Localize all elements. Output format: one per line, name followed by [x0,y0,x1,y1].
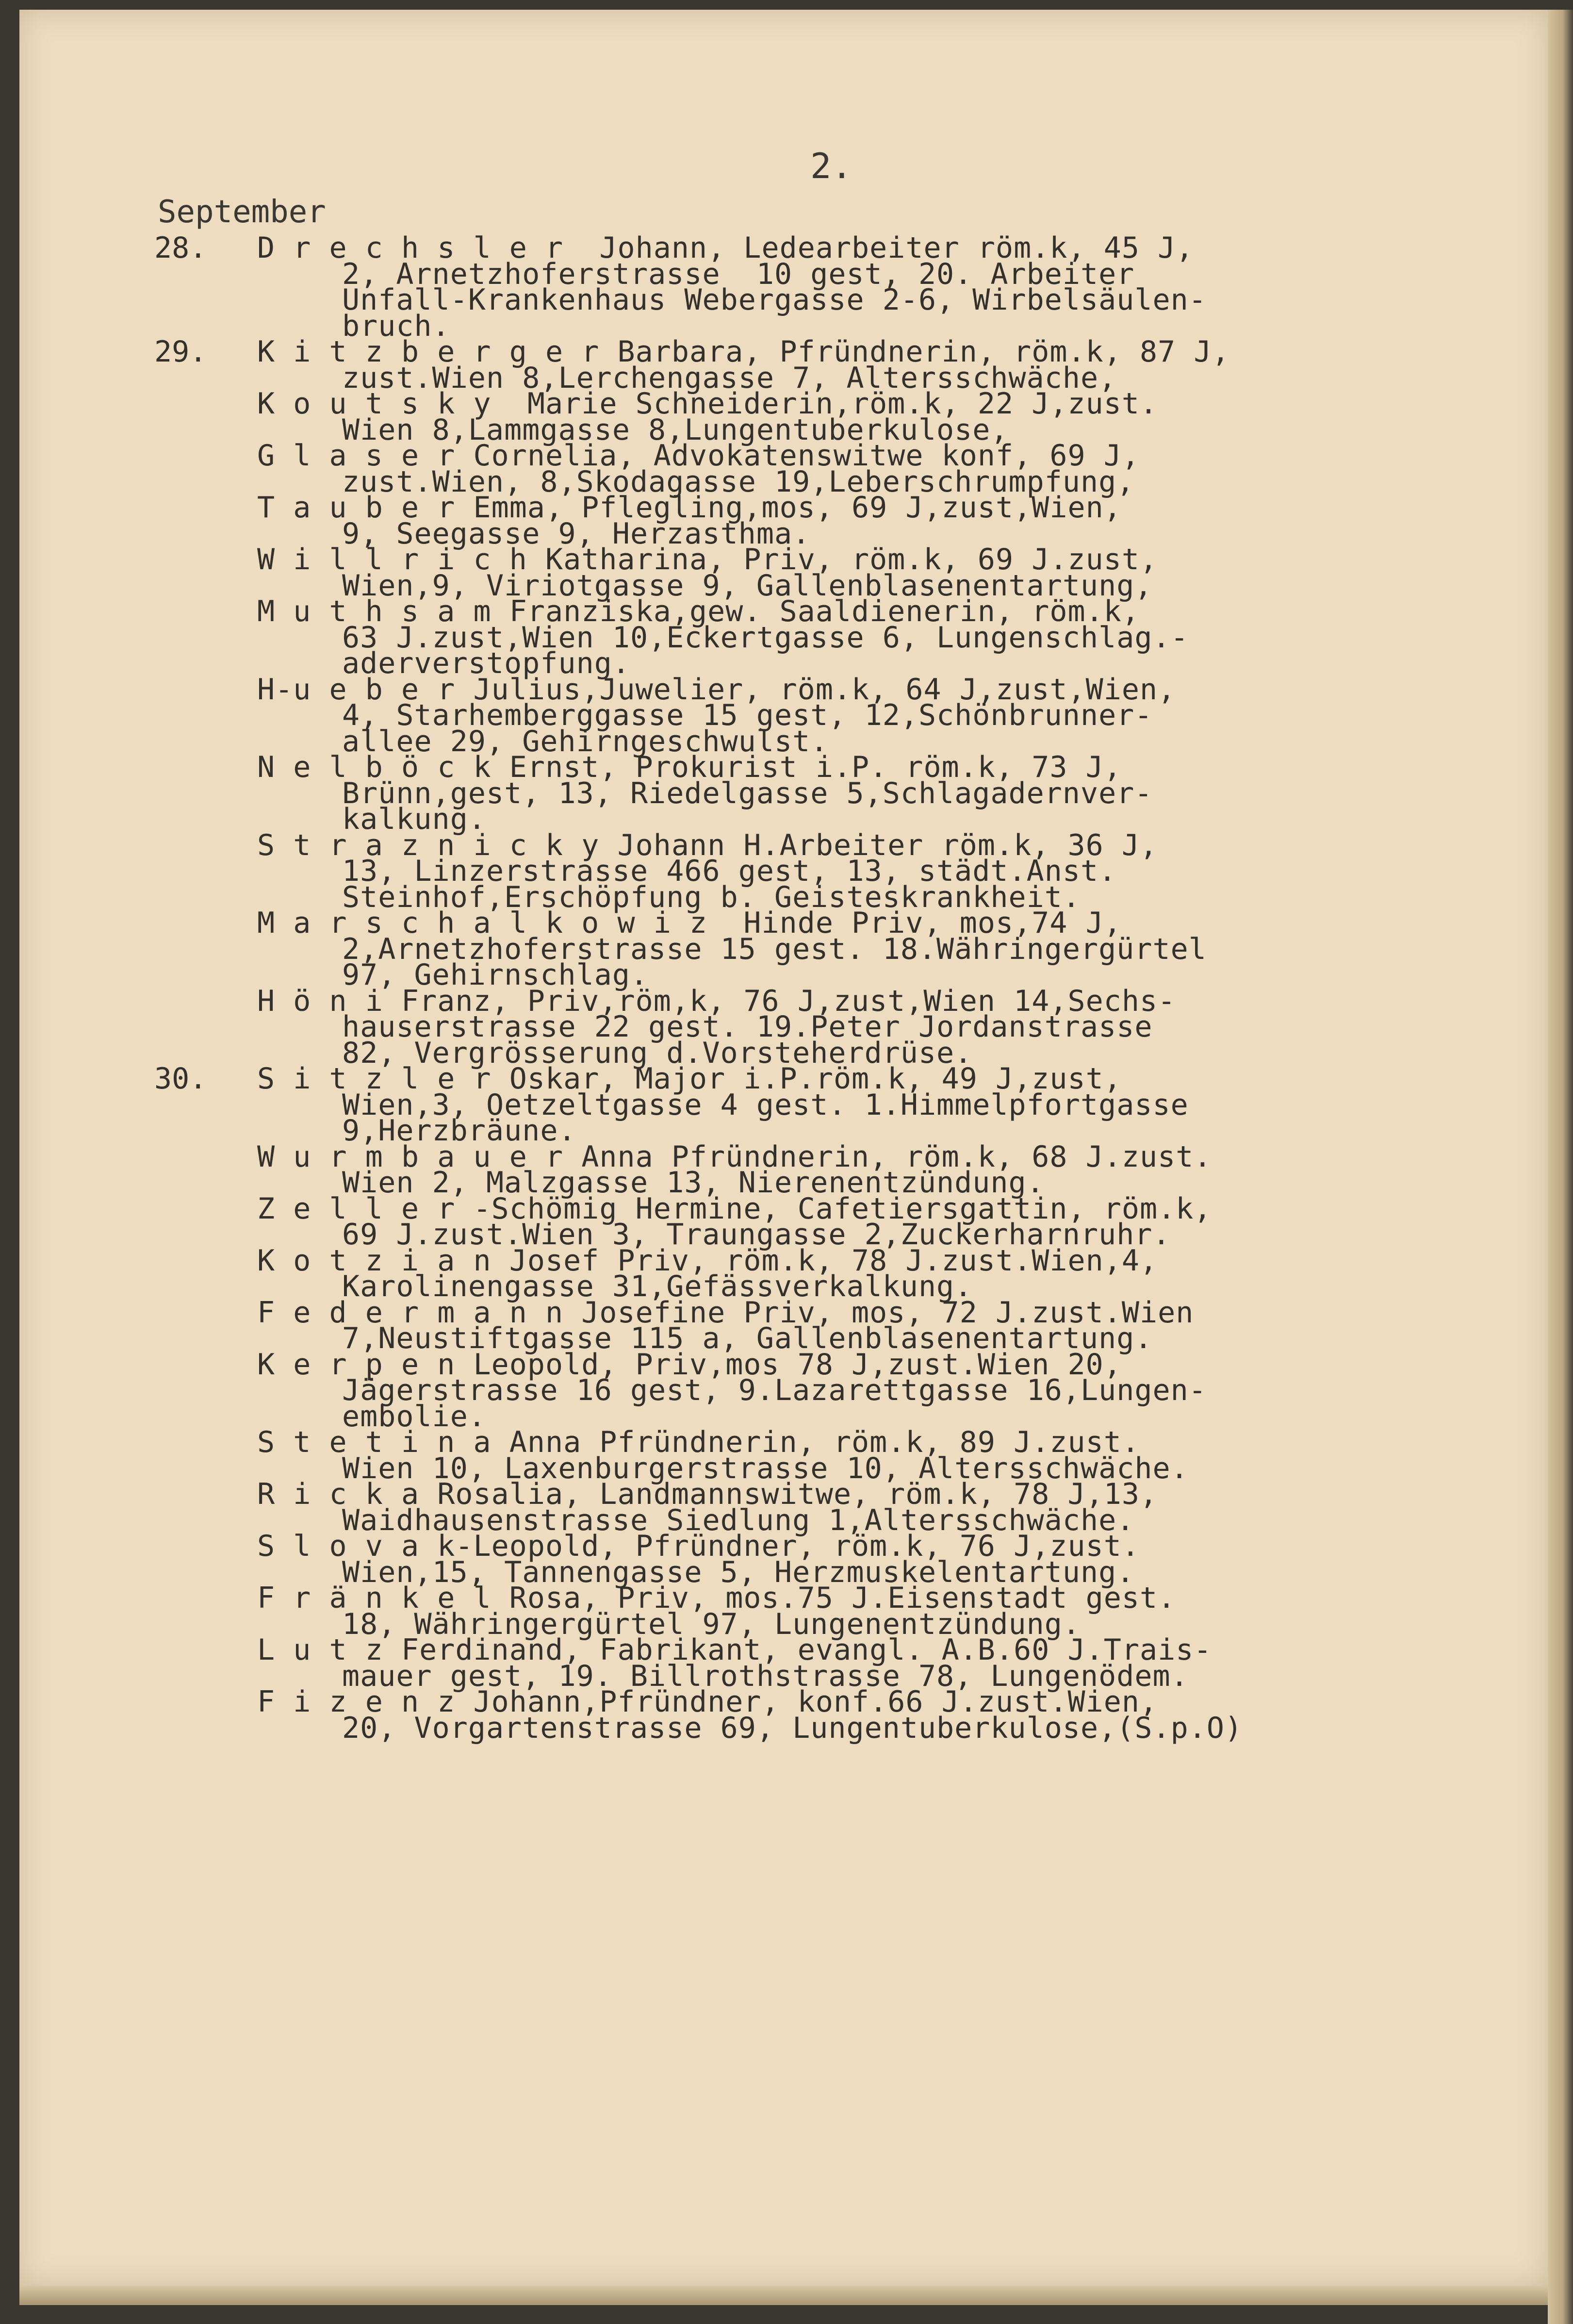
entry-name-line: G l a s e r Cornelia, Advokatenswitwe konf, 69 J, [257,439,1140,473]
entry-continuation-line: 82, Vergrösserung d.Vorsteherdrüse. [342,1036,973,1070]
entry-continuation-line: Wien 2, Malzgasse 13, Nierenentzündung. [342,1166,1045,1200]
entry-name-line: H-u e b e r Julius,Juwelier, röm.k, 64 J,zust,Wien, [257,672,1176,707]
entry-name-line: S i t z l e r Oskar, Major i.P.röm.k, 49 J,zust, [257,1062,1122,1096]
entry-continuation-line: zust.Wien, 8,Skodagasse 19,Leberschrumpfung, [342,464,1135,499]
entry-day: 29. [154,335,207,369]
entry-continuation-line: 69 J.zust.Wien 3, Traungasse 2,Zuckerharnruhr. [342,1218,1171,1252]
entry-continuation-line: mauer gest, 19. Billrothstrasse 78, Lungenödem. [342,1659,1189,1693]
entry-name-line: N e l b ö c k Ernst, Prokurist i.P. röm.k, 73 J, [257,750,1122,784]
entry-name-line: L u t z Ferdinand, Fabrikant, evangl. A.B.60 J.Trais- [257,1633,1212,1667]
entry-name-line: K i t z b e r g e r Barbara, Pfründnerin, röm.k, 87 J, [257,335,1230,369]
entry-continuation-line: Wien 10, Laxenburgerstrasse 10, Altersschwäche. [342,1451,1189,1485]
entry-continuation-line: 9, Seegasse 9, Herzasthma. [342,516,811,551]
entry-name-line: M a r s c h a l k o w i z Hinde Priv, mos,74 J, [257,906,1122,940]
entry-continuation-line: 18, Währingergürtel 97, Lungenentzündung. [342,1607,1081,1641]
entry-continuation-line: embolie. [342,1399,486,1434]
entry-continuation-line: 2, Arnetzhoferstrasse 10 gest, 20. Arbeiter [342,257,1135,291]
entry-continuation-line: Unfall-Krankenhaus Webergasse 2-6, Wirbelsäulen- [342,283,1207,317]
entry-day: 30. [154,1062,207,1096]
entry-continuation-line: Wien,9, Viriotgasse 9, Gallenblasenentartung, [342,568,1153,603]
entry-name-line: R i c k a Rosalia, Landmannswitwe, röm.k, 78 J,13, [257,1477,1158,1511]
entry-name-line: D r e c h s l e r Johann, Ledearbeiter röm.k, 45 J, [257,231,1194,265]
entry-name-line: H ö n i Franz, Priv,röm,k, 76 J,zust,Wien 14,Sechs- [257,984,1176,1018]
entry-name-line: K o u t s k y Marie Schneiderin,röm.k, 22 J,zust. [257,387,1158,421]
entry-continuation-line: Karolinengasse 31,Gefässverkalkung. [342,1269,973,1303]
entry-continuation-line: 4, Starhemberggasse 15 gest, 12,Schönbrunner- [342,698,1153,732]
entry-continuation-line: zust.Wien 8,Lerchengasse 7, Altersschwäche, [342,361,1117,395]
entry-continuation-line: 9,Herzbräune. [342,1114,576,1148]
entry-continuation-line: Wien 8,Lammgasse 8,Lungentuberkulose, [342,412,1009,447]
entry-name-line: F i z e n z Johann,Pfründner, konf.66 J.zust.Wien, [257,1685,1158,1719]
entry-continuation-line: Brünn,gest, 13, Riedelgasse 5,Schlagadernver- [342,776,1153,810]
entry-continuation-line: hauserstrasse 22 gest. 19.Peter Jordanstrasse [342,1010,1153,1044]
entry-name-line: W i l l r i c h Katharina, Priv, röm.k, 69 J.zust, [257,543,1158,577]
entry-continuation-line: kalkung. [342,802,486,836]
entry-name-line: S t e t i n a Anna Pfründnerin, röm.k, 89 J.zust. [257,1425,1140,1459]
entry-continuation-line: 7,Neustiftgasse 115 a, Gallenblasenentartung. [342,1321,1153,1355]
entry-continuation-line: 13, Linzerstrasse 466 gest, 13, städt.Anst. [342,854,1117,888]
entry-name-line: S l o v a k-Leopold, Pfründner, röm.k, 76 J,zust. [257,1529,1140,1563]
page-edge-right [1548,10,1573,2324]
entry-continuation-line: 2,Arnetzhoferstrasse 15 gest. 18.Währingergürtel [342,932,1207,966]
entry-continuation-line: 97, Gehirnschlag. [342,958,649,992]
page-number: 2. [810,146,852,186]
entry-continuation-line: Wien,15, Tannengasse 5, Herzmuskelentartung. [342,1555,1135,1589]
entry-continuation-line: Jägerstrasse 16 gest, 9.Lazarettgasse 16,Lungen- [342,1373,1207,1407]
entry-continuation-line: Waidhausenstrasse Siedlung 1,Altersschwäche. [342,1503,1135,1537]
entry-name-line: K e r p e n Leopold, Priv,mos 78 J,zust.Wien 20, [257,1347,1122,1382]
entry-name-line: Z e l l e r -Schömig Hermine, Cafetiersgattin, röm.k, [257,1191,1212,1226]
page-edge-bottom [19,2286,1548,2305]
entry-name-line: K o t z i a n Josef Priv, röm.k, 78 J.zust.Wien,4, [257,1243,1158,1278]
month-heading: September [158,194,326,230]
entry-name-line: W u r m b a u e r Anna Pfründnerin, röm.k, 68 J.zust. [257,1139,1212,1174]
entry-day: 28. [154,231,207,265]
entry-continuation-line: Steinhof,Erschöpfung b. Geisteskrankheit. [342,880,1081,914]
entry-name-line: M u t h s a m Franziska,gew. Saaldienerin, röm.k, [257,594,1140,628]
entry-name-line: T a u b e r Emma, Pflegling,mos, 69 J,zust,Wien, [257,491,1122,525]
entry-continuation-line: aderverstopfung. [342,646,630,680]
entry-name-line: S t r a z n i c k y Johann H.Arbeiter röm.k, 36 J, [257,828,1158,862]
entry-name-line: F e d e r m a n n Josefine Priv, mos, 72 J.zust.Wien [257,1295,1194,1330]
entry-name-line: F r ä n k e l Rosa, Priv, mos.75 J.Eisenstadt gest. [257,1581,1176,1615]
entry-continuation-line: 63 J.zust,Wien 10,Eckertgasse 6, Lungenschlag.- [342,620,1189,655]
entry-continuation-line: Wien,3, Oetzeltgasse 4 gest. 1.Himmelpfortgasse [342,1088,1189,1122]
entry-continuation-line: 20, Vorgartenstrasse 69, Lungentuberkulose,(S.p.O) [342,1711,1243,1745]
entry-continuation-line: bruch. [342,309,450,343]
entry-continuation-line: allee 29, Gehirngeschwulst. [342,724,829,758]
